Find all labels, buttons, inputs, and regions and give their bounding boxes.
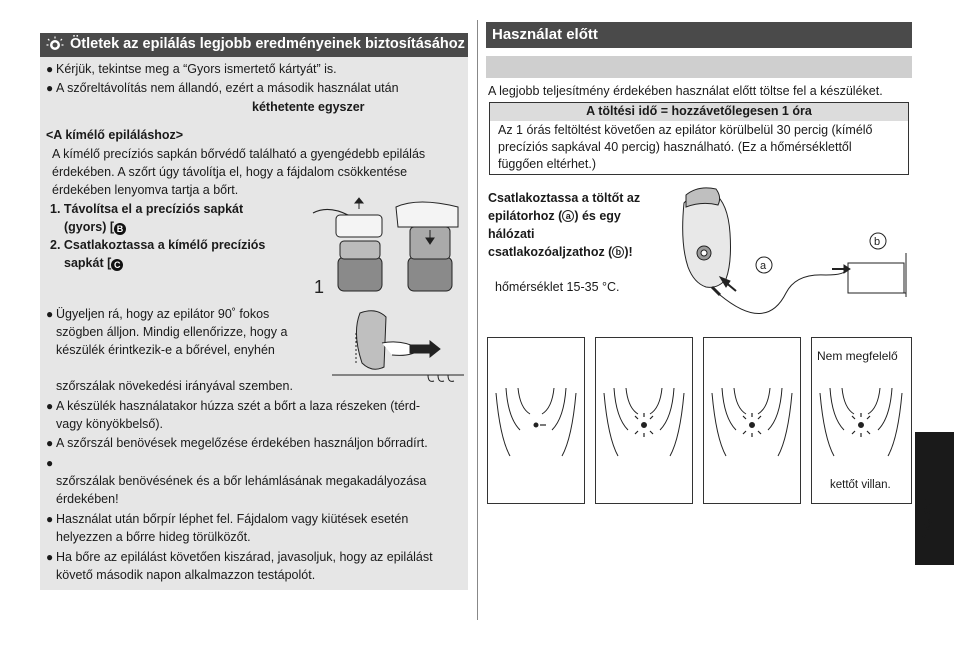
connect-line-3: hálózati [488, 227, 535, 241]
connect-line-1: Csatlakoztassa a töltőt az [488, 191, 641, 205]
temperature-note: hőmérséklet 15-35 °C. [495, 280, 620, 294]
connect-line-2: epilátorhoz ( a ) és egy [488, 209, 621, 223]
step-1-line-2: (gyors) [ B [64, 219, 126, 236]
step-2-line-2: sapkát [ C [64, 255, 123, 272]
panel-4-title: Nem megfelelő [817, 349, 898, 363]
bullet-not-permanent-bold: kéthetente egyszer [252, 100, 365, 114]
lightbulb-icon [46, 36, 64, 54]
column-divider [477, 20, 478, 620]
charger-label-a: a [760, 260, 767, 272]
tips-panel [40, 33, 468, 590]
bullet-redness-line-1: ● Használat után bőrpír léphet fel. Fájdalom vagy kiütések esetén [46, 511, 408, 528]
charger-illustration [656, 183, 912, 328]
indicator-panel-3 [703, 337, 801, 504]
gentle-text-line-3: érdekében lenyomva tartja a bőrt. [52, 183, 239, 197]
tips-header-title: Ötletek az epilálás legjobb eredményeinek biztosításához [70, 36, 465, 53]
charging-subheader-bar [486, 56, 912, 78]
angle-illustration [332, 303, 466, 383]
bullet-not-permanent: ● A szőreltávolítás nem állandó, ezért a második használat után [46, 80, 399, 97]
gentle-text-line-2: érdekében. A szőrt úgy távolítja el, hogy a fájdalom csökkentése [52, 165, 408, 179]
charge-time-box [489, 102, 909, 175]
language-label: Magyar [919, 497, 933, 540]
charge-text-line-1: Az 1 órás feltöltést követően az epilátor körülbelül 30 percig (kímélő [498, 123, 873, 137]
connect-line-4: csatlakozóaljzathoz ( b )! [488, 245, 633, 259]
charge-text-line-3: függően eltérhet.) [498, 157, 596, 171]
fig-number: 1 [314, 277, 325, 297]
gentle-section-title: <A kímélő epiláláshoz> [46, 128, 184, 142]
charge-text-line-2: precíziós sapkával 40 percig) használható. (Ez a hőmérséklettől [498, 140, 852, 154]
bullet-quick-guide: ● Kérjük, tekintse meg a “Gyors ismertető kártyát” is. [46, 61, 337, 78]
bullet-dry-skin-line-2: követő második napon alkalmazzon testápolót. [56, 568, 316, 582]
gentle-text-line-1: A kímélő precíziós sapkán bőrvédő található a gyengédebb epilálás [52, 147, 426, 161]
bullet-dry-skin-line-1: ● Ha bőre az epilálást követően kiszárad, javasoljuk, hogy az epilálást [46, 549, 433, 566]
indicator-panel-1 [487, 337, 585, 504]
before-use-header: Használat előtt [486, 22, 912, 48]
charger-label-b: b [874, 236, 881, 248]
step-2-line-1: 2. Csatlakoztassa a kímélő precíziós [50, 238, 266, 252]
bullet-angle-line-4: szőrszálak növekedési irányával szemben. [56, 379, 293, 393]
tips-header [40, 33, 468, 57]
badge-c: C [111, 259, 123, 271]
bullet-angle-line-2: szögben álljon. Mindig ellenőrizze, hogy a [56, 325, 288, 339]
step-1-line-1: 1. Távolítsa el a precíziós sapkát [50, 202, 244, 216]
bullet-scrub: ● A szőrszál benövések megelőzése érdekében használjon bőrradírt. [46, 435, 428, 452]
bullet-stretch-line-1: ● A készülék használatakor húzza szét a bőrt a laza részeken (térd- [46, 398, 420, 415]
bullet-ingrown-line-2: érdekében! [56, 492, 119, 506]
bullet-redness-line-2: helyezzen a bőrre hideg törülközőt. [56, 530, 251, 544]
indicator-panel-2 [595, 337, 693, 504]
bullet-angle-line-1: ● Ügyeljen rá, hogy az epilátor 90˚ fokos [46, 306, 269, 323]
charge-intro: A legjobb teljesítmény érdekében használat előtt töltse fel a készüléket. [488, 84, 883, 98]
label-a-circle: a [562, 210, 574, 222]
cap-change-illustration [308, 197, 466, 297]
panel-4-caption: kettőt villan. [830, 479, 891, 491]
bullet-ingrown-line-1: szőrszálak benövésének és a bőr lehámlásának megakadályozása [56, 474, 427, 488]
badge-b: B [114, 223, 126, 235]
indicator-panel-4 [811, 337, 912, 504]
label-b-circle: b [612, 246, 624, 258]
bullet-empty [46, 455, 56, 472]
bullet-angle-line-3: készülék érintkezik-e a bőrével, enyhén [56, 343, 275, 357]
bullet-stretch-line-2: vagy könyökbelső). [56, 417, 164, 431]
charge-time-title: A töltési idő = hozzávetőlegesen 1 óra [490, 103, 908, 121]
